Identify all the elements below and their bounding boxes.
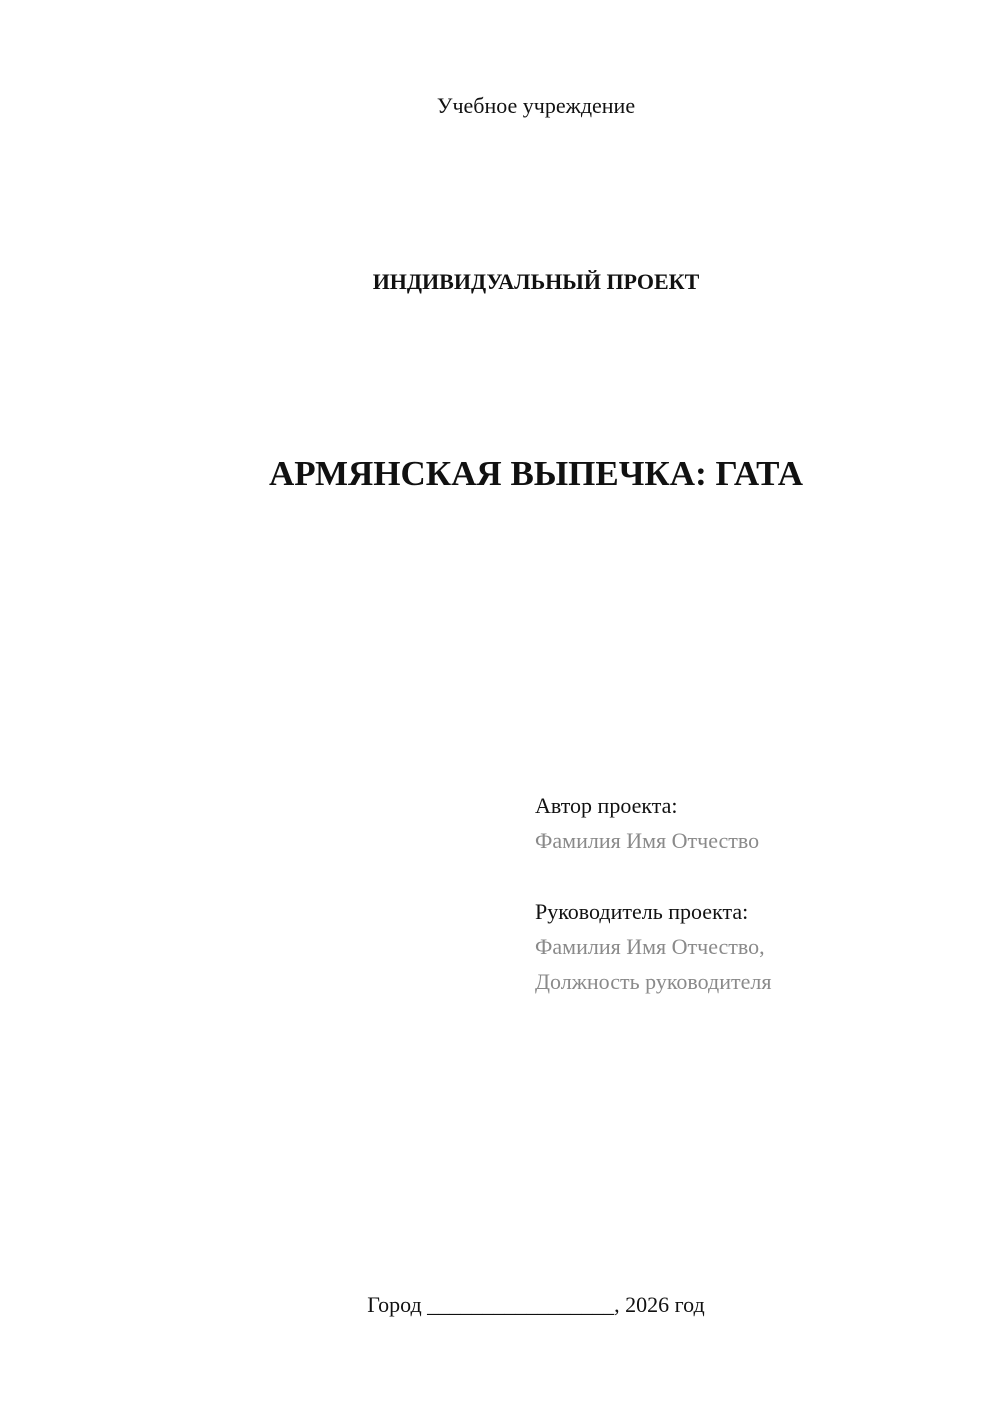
supervisor-name: Фамилия Имя Отчество,: [535, 934, 765, 959]
project-credits: [535, 788, 975, 999]
supervisor-position: Должность руководителя: [535, 969, 772, 994]
project-type-heading: ИНДИВИДУАЛЬНЫЙ ПРОЕКТ: [372, 269, 700, 294]
city-year-line: Город _________________, 2026 год: [367, 1292, 705, 1317]
author-label: Автор проекта:: [535, 793, 678, 818]
supervisor-label: Руководитель проекта:: [535, 899, 749, 924]
institution-name: Учебное учреждение: [436, 93, 636, 118]
project-title: АРМЯНСКАЯ ВЫПЕЧКА: ГАТА: [268, 454, 804, 493]
author-name: Фамилия Имя Отчество: [535, 828, 760, 853]
credits-spacer: [535, 858, 975, 894]
